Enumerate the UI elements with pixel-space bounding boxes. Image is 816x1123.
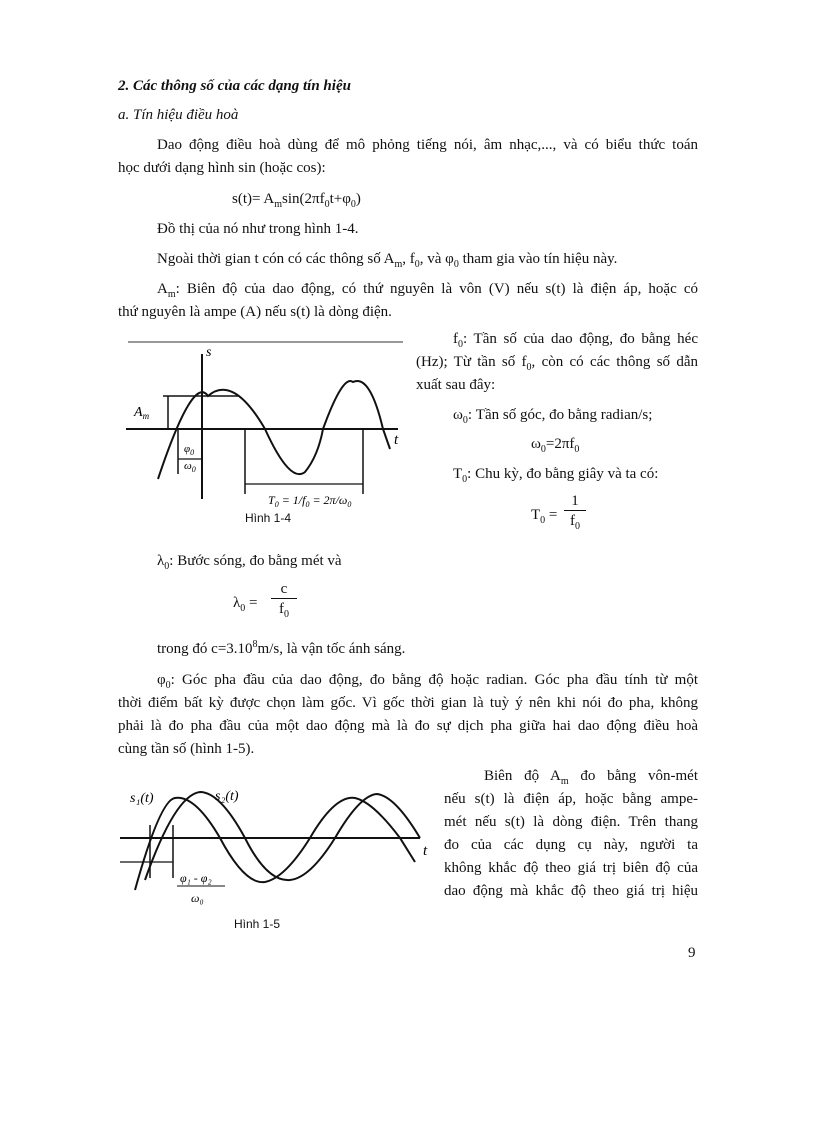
period-denominator: $f_0$ xyxy=(564,510,586,531)
amplitude-line2: nếu s(t) là điện áp, hoặc bằng ampe- xyxy=(444,791,698,807)
lambda-denominator: $f_0$ xyxy=(271,598,297,619)
label-s2: s₂(t) xyxy=(215,789,239,804)
label-period: $T_0 = 1/f_0 = 2\pi/\omega_0$ xyxy=(268,493,352,509)
lambda-note: trong đó $c=3.10^8m/s$, là vận tốc ánh sáng. xyxy=(157,639,406,657)
lambda-def: $\lambda_0$: Bước sóng, đo bằng mét và xyxy=(157,553,342,572)
wave-s2 xyxy=(145,792,420,880)
amplitude-line1: Biên độ $A_m$ đo bằng vôn-mét xyxy=(484,768,698,787)
phi-line2: thời điểm bất kỳ được chọn làm gốc. Vì gốc thời gian là tuỳ ý nên khi nói đo pha, không xyxy=(118,695,698,711)
section-heading: 2. Các thông số của các dạng tín hiệu xyxy=(118,78,351,94)
f0-def-line2: (Hz); Từ tần số $f_0$, còn có các thông số dẫn xyxy=(416,354,698,373)
label-phi: $\varphi_0$ xyxy=(184,443,195,457)
omega-def: $\omega_0$: Tần số góc, đo bằng radian/s; xyxy=(453,407,653,426)
amplitude-line5: không khắc độ theo giá trị biên độ của xyxy=(444,860,698,876)
period-def: $T_0$: Chu kỳ, đo bằng giây và ta có: xyxy=(453,466,659,485)
figure-1-5 xyxy=(115,780,435,920)
lambda-numerator: c xyxy=(280,581,288,597)
page-number: 9 xyxy=(688,945,696,961)
para4-line2: thứ nguyên là ampe (A) nếu s(t) là dòng điện. xyxy=(118,304,392,320)
omega-eq: $\omega_0=2\pi f_0$ xyxy=(531,436,580,455)
figure-1-5-caption: Hình 1-5 xyxy=(234,917,281,931)
f0-def-line1: $f_0$: Tần số của dao động, đo bằng héc xyxy=(453,331,698,350)
label-t: t xyxy=(423,843,428,859)
phi-line4: cùng tần số (hình 1-5). xyxy=(118,741,255,757)
lambda-fraction xyxy=(271,580,297,619)
figure-1-4 xyxy=(118,334,408,534)
amplitude-line4: đo của các dụng cụ này, người ta xyxy=(444,837,698,853)
label-am: $A_m$ xyxy=(134,405,150,421)
label-omega: ω₀ xyxy=(191,891,204,905)
label-omega: $\omega_0$ xyxy=(184,460,196,474)
para2: Đồ thị của nó như trong hình 1-4. xyxy=(157,221,359,237)
phi-line3: phải là đo pha đầu của một dao động mà là đo sự dịch pha giữa hai dao động điều hoà xyxy=(118,718,698,734)
period-lhs: $T_0$ = xyxy=(531,507,558,526)
para3: Ngoài thời gian t cón có các thông số $A_m$, $f_0$, và $\varphi_0$ tham gia vào tín hiệu này. xyxy=(157,251,618,270)
figure-1-4-caption: Hình 1-4 xyxy=(245,511,292,525)
para4-line1: $A_m$: Biên độ của dao động, có thứ nguyên là vôn (V) nếu s(t) là điện áp, hoặc có xyxy=(157,281,698,300)
label-t: t xyxy=(394,432,399,448)
para1-line1: Dao động điều hoà dùng để mô phỏng tiếng nói, âm nhạc,..., và có biểu thức toán xyxy=(157,137,698,153)
label-phase: φ₁ - φ₂ xyxy=(180,871,212,885)
amplitude-line6: dao động mà khắc độ theo giá trị hiệu xyxy=(444,883,698,899)
period-numerator: 1 xyxy=(571,493,579,509)
period-fraction xyxy=(564,492,586,531)
subsection-heading: a. Tín hiệu điều hoà xyxy=(118,107,239,123)
formula-signal: $s(t)= A_m\sin(2\pi f_0t+\varphi_0)$ xyxy=(232,191,361,210)
amplitude-line3: mét nếu s(t) là dòng điện. Trên thang xyxy=(444,814,698,830)
phi-line1: $\varphi_0$: Góc pha đầu của dao động, đo bằng độ hoặc radian. Góc pha đầu tính từ một xyxy=(157,672,698,691)
f0-def-line3: xuất sau đây: xyxy=(416,377,496,393)
para1-line2: học dưới dạng hình sin (hoặc cos): xyxy=(118,160,326,176)
label-s1: s₁(t) xyxy=(130,791,154,806)
lambda-lhs: $\lambda_0$ = xyxy=(233,595,258,614)
label-s: s xyxy=(206,345,212,360)
